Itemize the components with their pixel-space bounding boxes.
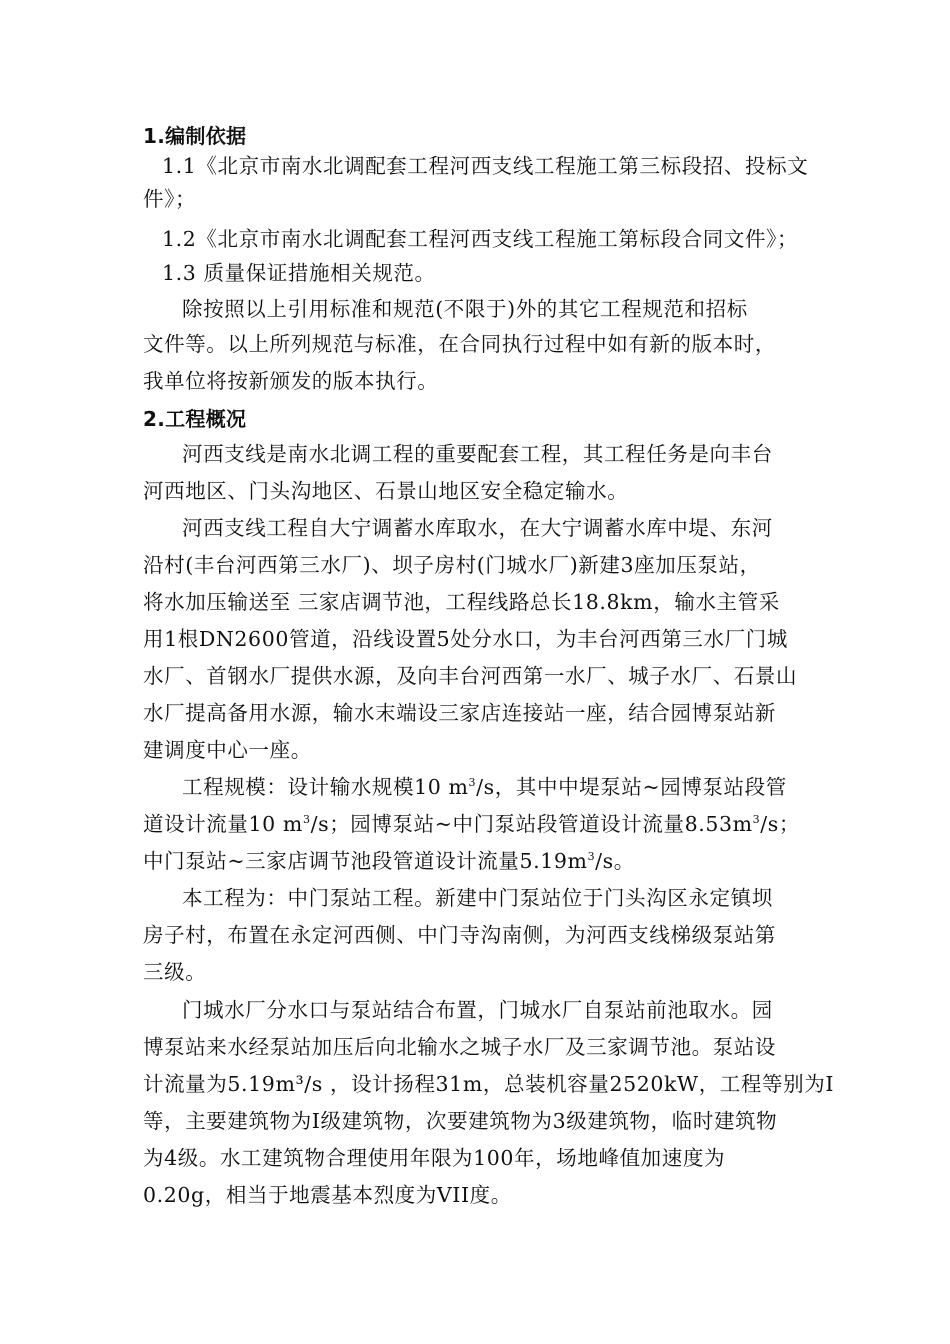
paragraph-line: 三级。	[143, 960, 207, 984]
paragraph-line: 建调度中心一座。	[143, 738, 312, 762]
paragraph-line: 计流量为5.19m³/s ，设计扬程31m，总装机容量2520kW，工程等别为I	[143, 1072, 835, 1096]
paragraph-line: 除按照以上引用标准和规范(不限于)外的其它工程规范和招标	[182, 297, 748, 321]
text-run: /s；	[760, 812, 800, 836]
section-heading-2: 2.工程概况	[143, 407, 247, 431]
paragraph-line: 将水加压输送至 三家店调节池，工程线路总长18.8km，输水主管采	[143, 590, 780, 614]
reference-item-1: 1.1《北京市南水北调配套工程河西支线工程施工第三标段招、投标文	[162, 154, 809, 178]
paragraph-line: 本工程为：中门泵站工程。新建中门泵站位于门头沟区永定镇坝	[182, 886, 773, 910]
paragraph-line: 用1根DN2600管道，沿线设置5处分水口，为丰台河西第三水厂门城	[143, 627, 788, 651]
paragraph-line	[143, 810, 800, 838]
paragraph-line	[182, 773, 787, 801]
paragraph-line: 为4级。水工建筑物合理使用年限为100年，场地峰值加速度为	[143, 1146, 726, 1170]
superscript: 3	[752, 813, 761, 827]
superscript: 3	[587, 850, 596, 864]
text-run: 道设计流量10 m	[143, 812, 303, 836]
paragraph-line: 我单位将按新颁发的版本执行。	[143, 369, 439, 393]
text-run: 工程规模：设计输水规模10 m	[182, 775, 469, 799]
paragraph-line: 博泵站来水经泵站加压后向北输水之城子水厂及三家调节池。泵站设	[143, 1035, 776, 1059]
text-run: /s，其中中堤泵站~园博泵站段管	[476, 775, 787, 799]
paragraph-line: 门城水厂分水口与泵站结合布置，门城水厂自泵站前池取水。园	[182, 998, 773, 1022]
paragraph-line: 河西支线工程自大宁调蓄水库取水，在大宁调蓄水库中堤、东河	[182, 516, 773, 540]
superscript: 3	[302, 813, 311, 827]
paragraph-line: 水厂、首钢水厂提供水源，及向丰台河西第一水厂、城子水厂、石景山	[143, 664, 798, 688]
reference-item-2: 1.2《北京市南水北调配套工程河西支线工程施工第标段合同文件》；	[162, 227, 799, 251]
paragraph-line: 水厂提高备用水源，输水末端设三家店连接站一座，结合园博泵站新	[143, 701, 776, 725]
paragraph-line: 等，主要建筑物为I级建筑物，次要建筑物为3级建筑物，临时建筑物	[143, 1109, 778, 1133]
reference-item-1-continued: 件》；	[143, 187, 197, 211]
paragraph-line	[143, 847, 635, 875]
reference-item-3: 1.3 质量保证措施相关规范。	[162, 261, 436, 285]
paragraph-line: 文件等。以上所列规范与标准，在合同执行过程中如有新的版本时，	[143, 332, 776, 356]
paragraph-line: 河西地区、门头沟地区、石景山地区安全稳定输水。	[143, 479, 629, 503]
section-heading-1: 1.编制依据	[143, 124, 247, 148]
paragraph-line: 0.20g，相当于地震基本烈度为VII度。	[143, 1183, 512, 1207]
paragraph-line: 河西支线是南水北调工程的重要配套工程，其工程任务是向丰台	[182, 442, 773, 466]
paragraph-line: 沿村(丰台河西第三水厂)、坝子房村(门城水厂)新建3座加压泵站，	[143, 553, 761, 577]
text-run: /s；园博泵站~中门泵站段管道设计流量8.53m	[310, 812, 753, 836]
text-run: /s。	[595, 849, 635, 873]
paragraph-line: 房子村，布置在永定河西侧、中门寺沟南侧，为河西支线梯级泵站第	[143, 923, 776, 947]
text-run: 中门泵站~三家店调节池段管道设计流量5.19m	[143, 849, 588, 873]
superscript: 3	[468, 776, 477, 790]
